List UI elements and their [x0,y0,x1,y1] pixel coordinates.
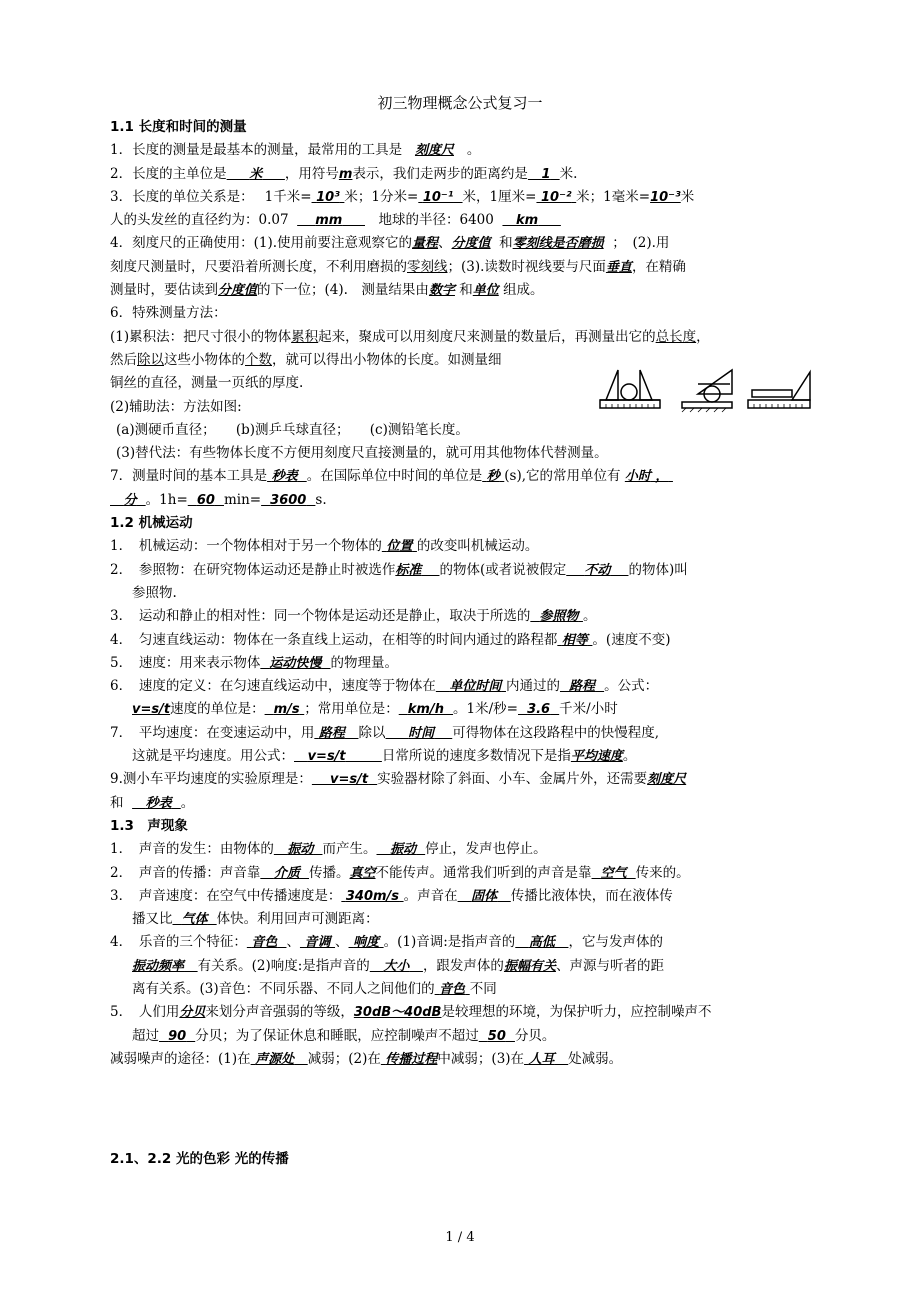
paragraph-line: 刻度尺测量时，尺要沿着所测长度，不利用磨损的零刻线；(3).读数时视线要与尺面垂直，在精确 [110,258,686,275]
document-body [110,116,815,1071]
paragraph-line: 1． 声音的发生：由物体的 振动 而产生。 振动 停止，发声也停止。 [110,841,547,858]
paragraph-line: 4．刻度尺的正确使用：(1).使用前要注意观察它的量程、分度值 和零刻线是否磨损 ； (2).用 [110,235,670,252]
paragraph-line: 6． 速度的定义：在匀速直线运动中，速度等于物体在 单位时间 内通过的 路程 。公式： [110,678,659,695]
paragraph-line: 播又比 气体 体快。利用回声可测距离： [132,911,379,928]
section-heading-1-3: 1.3 声现象 [110,817,188,834]
paragraph-line: 人的头发丝的直径约为：0.07 mm 地球的半径：6400 km [110,212,539,229]
paragraph-line: 超过 90 分贝；为了保证休息和睡眠，应控制噪声不超过 50 分贝。 [132,1027,556,1044]
paragraph-line: 然后除以这些小物体的个数，就可以得出小物体的长度。如测量细 [110,351,502,368]
paragraph-line: 振动频率 有关系。(2)响度:是指声音的 大小 ，跟发声体的振幅有关、声源与听者的距 [132,957,664,974]
paragraph-line: 2． 参照物：在研究物体运动还是静止时被选作标准 的物体(或者说被假定 不动 的物体)叫 [110,561,688,578]
paragraph-line: v=s/t速度的单位是： m/s ；常用单位是： km/h 。1米/秒= 3.6 千米/小时 [132,701,618,718]
paragraph-line: 1． 机械运动：一个物体相对于另一个物体的 位置 的改变叫机械运动。 [110,538,539,555]
paragraph-line: 和 秒表 。 [110,794,195,811]
paragraph-line: 减弱噪声的途径：(1)在 声源处 减弱；(2)在 传播过程中减弱；(3)在 人耳 处减弱。 [110,1050,623,1067]
paragraph-line: 分 。1h= 60 min= 3600 s. [123,491,327,508]
paragraph-line: 铜丝的直径，测量一页纸的厚度. [110,375,304,392]
paragraph-line: 9.测小车平均速度的实验原理是： v=s/t 实验器材除了斜面、小车、金属片外，还需要刻度尺 [110,771,687,788]
section-heading-1-1: 1.1 长度和时间的测量 [110,119,247,135]
page-number: 1 / 4 [445,1230,475,1245]
paragraph-line: (2)辅助法：方法如图: [110,398,242,415]
paragraph-line: 7． 平均速度：在变速运动中，用 路程 除以 时间 可得物体在这段路程中的快慢程度, [110,724,660,741]
paragraph-line: 5． 人们用分贝来划分声音强弱的等级，30dB～40dB是较理想的环境，为保护听力，应控制噪声不 [110,1004,712,1021]
paragraph-line: 5． 速度：用来表示物体 运动快慢 的物理量。 [110,654,398,671]
paragraph-line: 7．测量时间的基本工具是 秒表 。在国际单位中时间的单位是 秒 (s),它的常用单位有 小时 ， [110,468,669,485]
paragraph-line: 3． 声音速度：在空气中传播速度是： 340m/s 。声音在 固体 传播比液体快，而在液体传 [110,887,673,904]
paragraph-line: 4． 乐音的三个特征： 音色 、 音调 、 响度 。(1)音调:是指声音的 高低 ，它与发声体的 [110,934,663,951]
paragraph-line: 离有关系。(3)音色：不同乐器、不同人之间他们的 音色 不同 [132,980,497,997]
paragraph-line: (3)替代法：有些物体长度不方便用刻度尺直接测量的，就可用其他物体代替测量。 [116,445,608,462]
paragraph-line: 4． 匀速直线运动：物体在一条直线上运动，在相等的时间内通过的路程都 相等 。(速度不变) [110,631,671,648]
paragraph-line: 2．长度的主单位是 米 ，用符号m表示，我们走两步的距离约是 1 米. [110,165,578,182]
section-heading-1-2: 1.2 机械运动 [110,515,193,532]
paragraph-line: 6．特殊测量方法： [110,305,227,322]
paragraph-line: 3． 运动和静止的相对性：同一个物体是运动还是静止，取决于所选的 参照物 。 [110,608,597,625]
paragraph-line: 3．长度的单位关系是： 1千米= 10³ 米；1分米= 10⁻¹ 米，1厘米= 10⁻² 米；1毫米=10⁻³米 [110,188,695,205]
paragraph-line: 1．长度的测量是最基本的测量，最常用的工具是 刻度尺 。 [110,142,481,159]
paragraph-line: 参照物. [132,584,177,601]
paragraph-line: (1)累积法：把尺寸很小的物体累积起来，聚成可以用刻度尺来测量的数量后，再测量出它的总长度， [110,328,710,345]
paragraph-line: 测量时，要估读到分度值的下一位；(4). 测量结果由数字 和单位 组成。 [110,282,544,299]
paragraph-line: 这就是平均速度。用公式： v=s/t 日常所说的速度多数情况下是指平均速度。 [132,748,637,765]
paragraph-line: (a)测硬币直径； (b)测乒乓球直径； (c)测铅笔长度。 [116,421,469,438]
paragraph-line: 2． 声音的传播：声音靠 介质 传播。真空不能传声。通常我们听到的声音是靠 空气 传来的。 [110,864,690,881]
page-title: 初三物理概念公式复习一 [377,94,543,112]
section-heading-2-1: 2.1、2.2 光的色彩 光的传播 [110,1151,289,1167]
